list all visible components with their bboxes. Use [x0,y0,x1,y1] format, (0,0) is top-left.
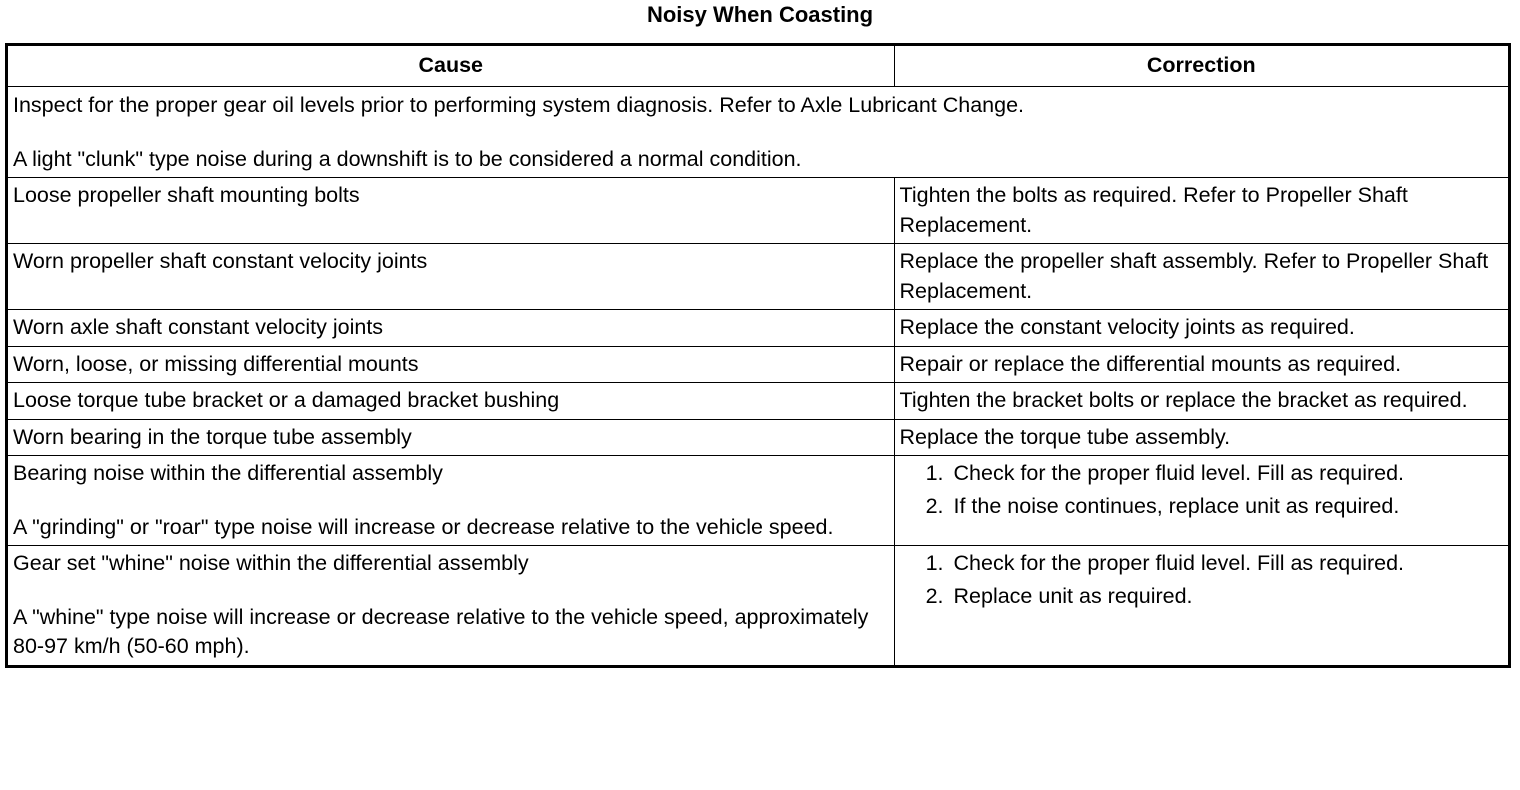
cause-detail: A "grinding" or "roar" type noise will increase or decrease relative to the vehicle speed. [13,514,834,539]
correction-cell: Replace the propeller shaft assembly. Refer to Propeller Shaft Replacement. [894,244,1508,310]
page-title: Noisy When Coasting [646,2,874,27]
cause-cell: Loose propeller shaft mounting bolts [8,178,894,244]
table-row [8,456,1508,546]
table-row [8,383,1508,420]
correction-cell: Replace the constant velocity joints as required. [894,310,1508,347]
cause-cell: Loose torque tube bracket or a damaged bracket bushing [8,383,894,420]
diagnosis-table [8,46,1508,665]
correction-cell: Tighten the bolts as required. Refer to Propeller Shaft Replacement. [894,178,1508,244]
diagnosis-table-frame [5,43,1511,668]
correction-cell: Tighten the bracket bolts or replace the bracket as required. [894,383,1508,420]
note-line-1: Inspect for the proper gear oil levels prior to performing system diagnosis. Refer to Axle Lubricant Change. [13,93,1025,117]
correction-steps [900,549,1504,611]
cause-cell: Worn axle shaft constant velocity joints [8,310,894,347]
cause-cell: Worn bearing in the torque tube assembly [8,419,894,456]
correction-cell: Replace the torque tube assembly. [894,419,1508,456]
cause-cell [8,456,894,546]
note-row [8,87,1508,178]
table-row [8,310,1508,347]
cause-cell [8,546,894,665]
cause-title: Bearing noise within the differential assembly [13,461,443,485]
correction-cell: Repair or replace the differential mounts as required. [894,346,1508,383]
table-row [8,244,1508,310]
table-row [8,346,1508,383]
table-row [8,546,1508,665]
correction-cell [894,546,1508,665]
correction-step: 1. Check for the proper fluid level. Fill as required. [950,549,1504,579]
correction-step: 2. If the noise continues, replace unit as required. [950,492,1504,522]
cause-cell: Worn, loose, or missing differential mounts [8,346,894,383]
correction-column-header: Correction [894,46,1508,87]
cause-cell: Worn propeller shaft constant velocity joints [8,244,894,310]
cause-column-header: Cause [8,46,894,87]
correction-cell [894,456,1508,546]
header-row [8,46,1508,87]
correction-steps [900,459,1504,521]
cause-title: Gear set "whine" noise within the differential assembly [13,551,529,575]
table-row [8,419,1508,456]
correction-step: 1. Check for the proper fluid level. Fill as required. [950,459,1504,489]
correction-step: 2. Replace unit as required. [950,582,1504,612]
note-line-2: A light "clunk" type noise during a downshift is to be considered a normal condition. [13,146,802,171]
cause-detail: A "whine" type noise will increase or decrease relative to the vehicle speed, approximately 80-97 km/h (50-60 mph). [13,604,869,658]
table-row [8,178,1508,244]
note-cell [8,87,1508,178]
